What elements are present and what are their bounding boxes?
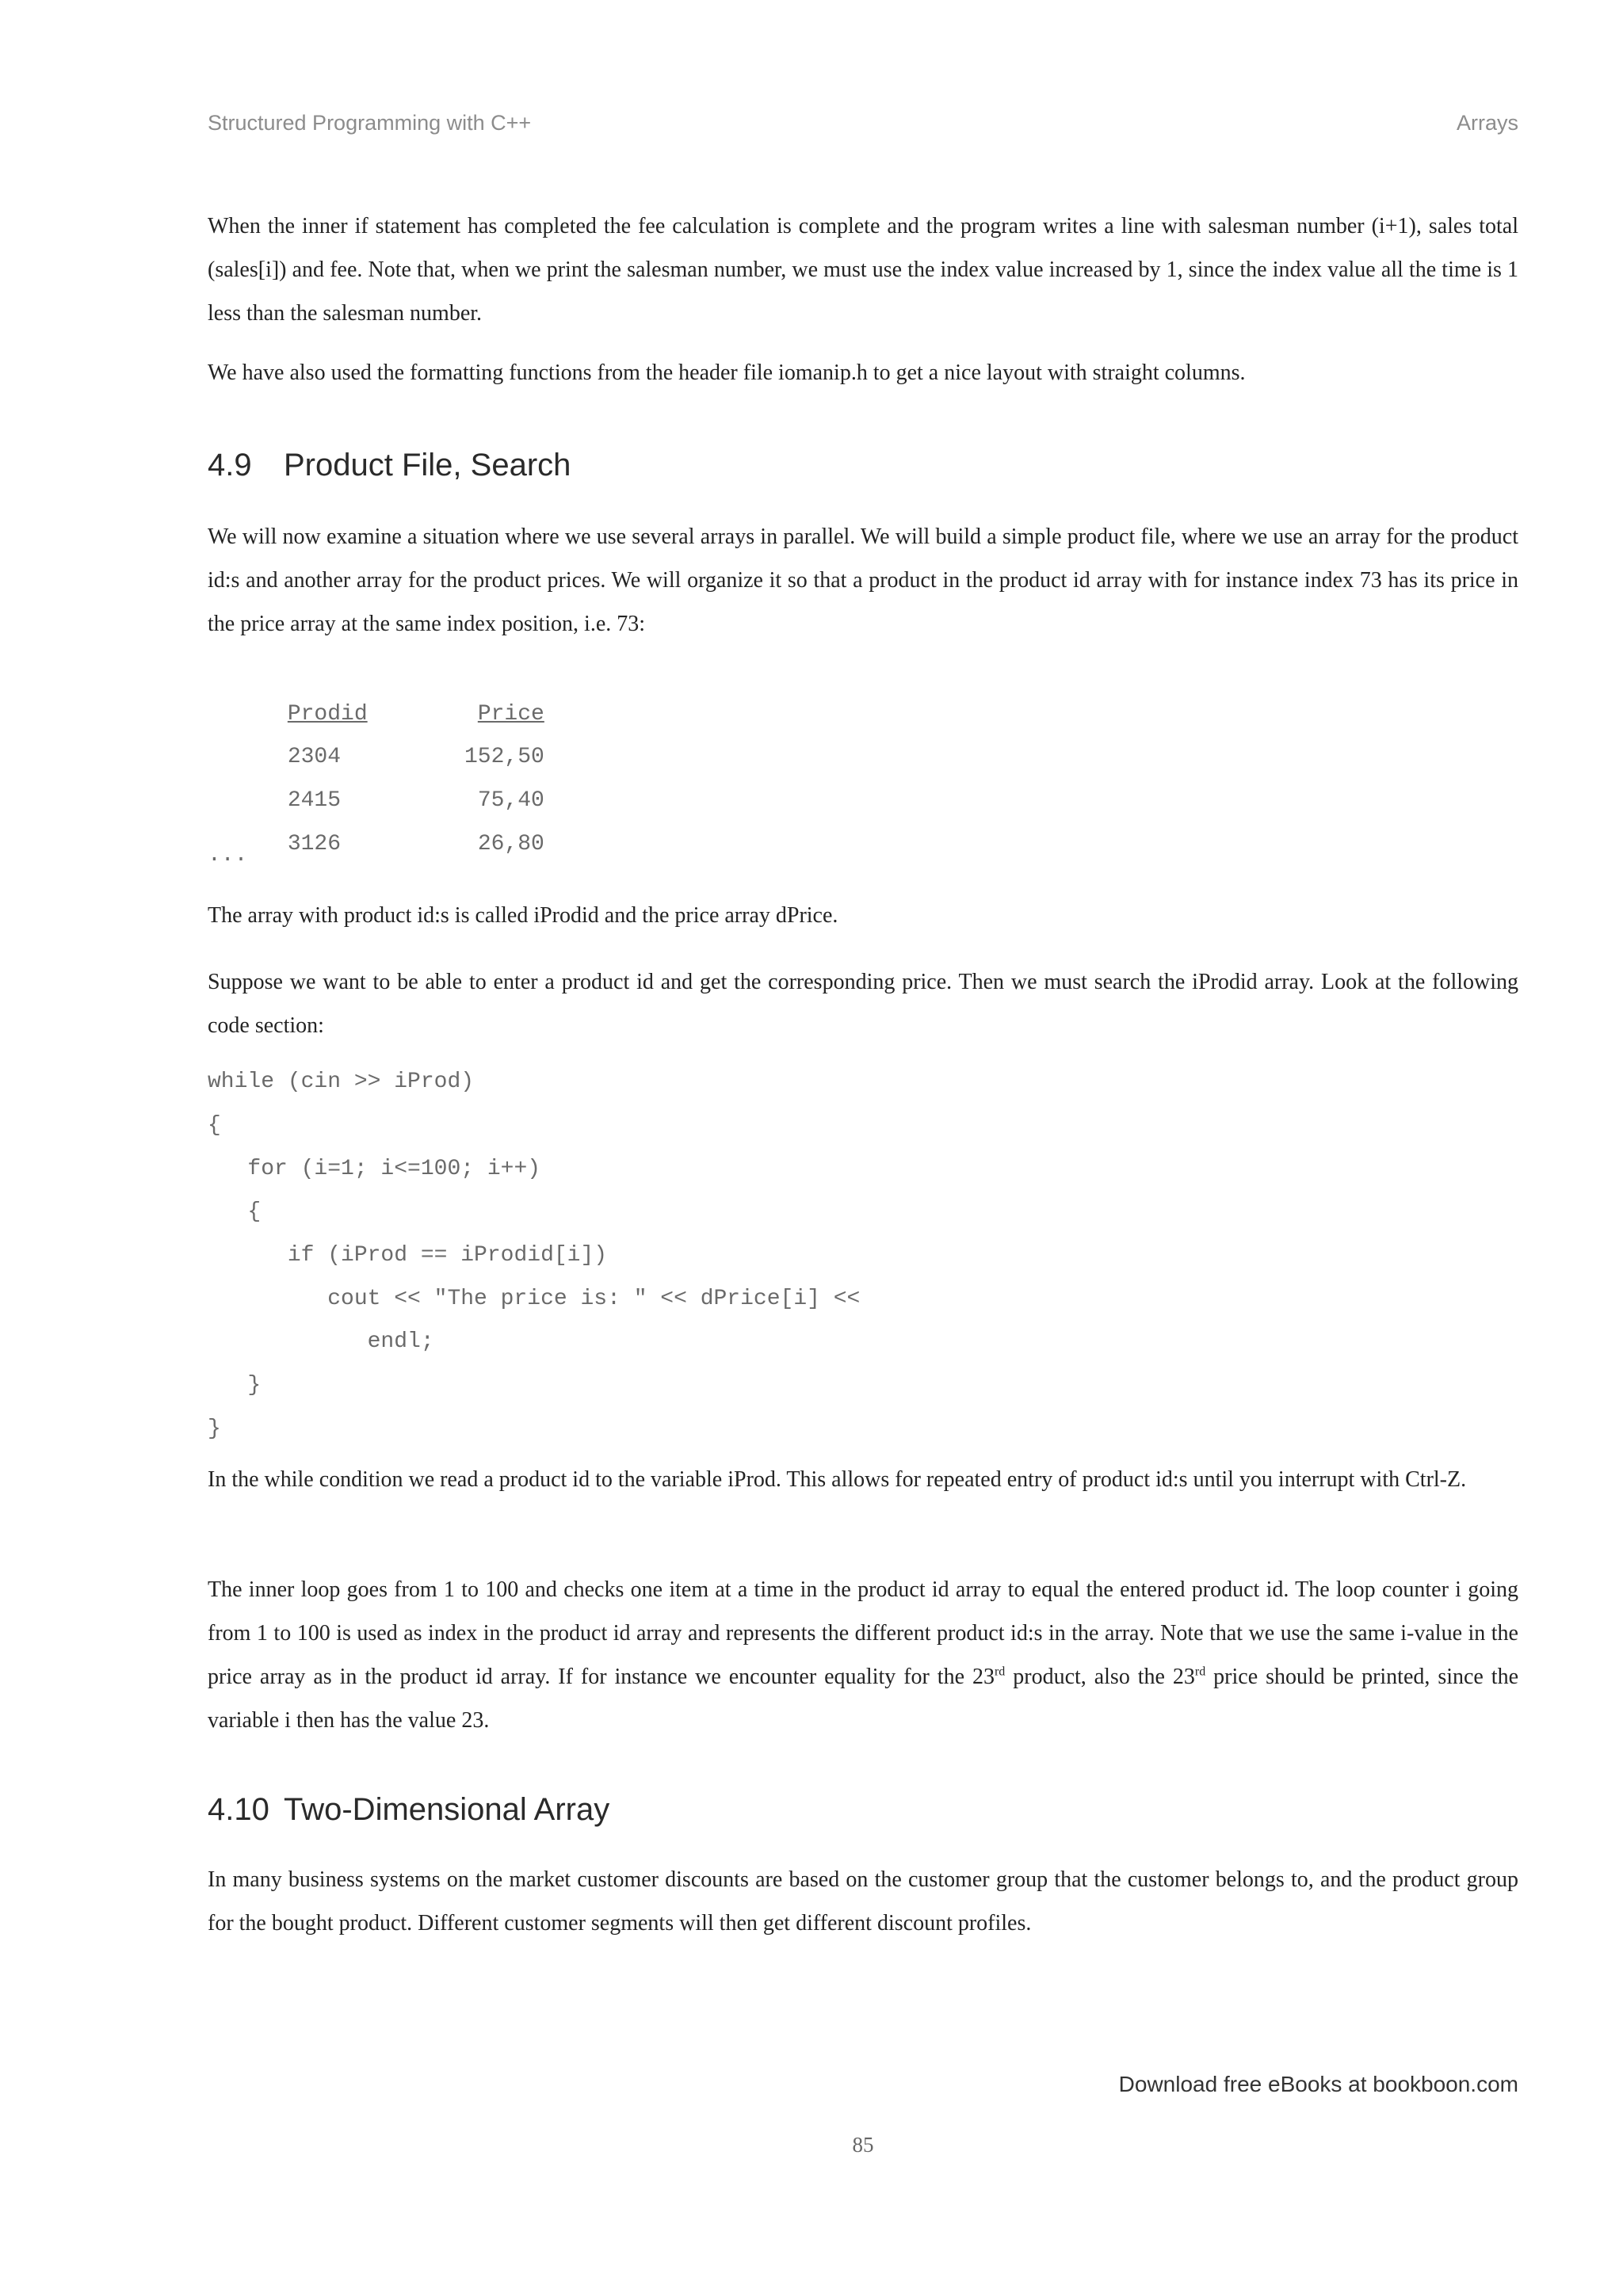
section-title: Two-Dimensional Array	[284, 1792, 610, 1827]
section-number: 4.10	[208, 1792, 269, 1827]
table-cell-price: 26,80	[477, 832, 544, 856]
paragraph-while-condition: In the while condition we read a product id to the variable iProd. This allows for repeated entry of product id:s until you interrupt with Ctrl-Z.	[208, 1467, 1467, 1492]
section-number: 4.9	[208, 448, 252, 482]
section-heading-product-file	[208, 448, 571, 483]
paragraph-formatting-functions: We have also used the formatting functions from the header file iomanip.h to get a nice layout with straight columns.	[208, 360, 1246, 385]
paragraph-inner-loop: The inner loop goes from 1 to 100 and checks one item at a time in the product id array to equal the entered product id. The loop counter i going from 1 to 100 is used as index in the product id array and represents the different product id:s in the array. Note that we use the same i-value in the price array as in the product id array. If for instance we encounter equality for the 23rd product, also the 23rd price should be printed, since the variable i then has the value 23.	[208, 1577, 1518, 1733]
code-line: for (i=1; i<=100; i++)	[208, 1157, 541, 1181]
code-line: if (iProd == iProdid[i])	[208, 1243, 608, 1268]
header-book-title: Structured Programming with C++	[208, 111, 532, 135]
column-header-price: Price	[477, 702, 544, 727]
table-ellipsis: ...	[208, 843, 248, 868]
document-page	[208, 0, 1518, 2296]
table-row	[208, 797, 544, 892]
paragraph-business-systems: In many business systems on the market customer discounts are based on the customer group that the customer belongs to, and the product group for the bought product. Different customer segments will then get different discount profiles.	[208, 1867, 1518, 1936]
code-line: }	[208, 1417, 221, 1441]
code-line: while (cin >> iProd)	[208, 1070, 475, 1094]
column-header-prodid: Prodid	[287, 702, 368, 727]
running-header	[208, 111, 1518, 143]
table-cell-price: 75,40	[477, 788, 544, 813]
table-cell-prodid: 2304	[287, 745, 342, 769]
table-cell-prodid: 3126	[287, 832, 342, 856]
paragraph-fee-calculation: When the inner if statement has completed the fee calculation is complete and the program writes a line with salesman number (i+1), sales total (sales[i]) and fee. Note that, when we print the salesman number, we must use the index value increased by 1, since the index value all the time is 1 less than the salesman number.	[208, 214, 1518, 326]
section-heading-two-dimensional-array	[208, 1792, 609, 1828]
table-cell-price: 152,50	[464, 745, 544, 769]
header-chapter-title: Arrays	[1456, 111, 1518, 135]
code-line: {	[208, 1113, 221, 1138]
paragraph-array-names: The array with product id:s is called iProdid and the price array dPrice.	[208, 903, 838, 928]
paragraph-search-intro: Suppose we want to be able to enter a product id and get the corresponding price. Then we must search the iProdid array. Look at the following code section:	[208, 970, 1518, 1038]
download-ebooks-link[interactable]: Download free eBooks at bookboon.com	[1118, 2072, 1518, 2096]
table-cell-prodid: 2415	[287, 788, 342, 813]
section-title: Product File, Search	[284, 448, 571, 482]
code-line: {	[208, 1199, 262, 1224]
code-line: endl;	[208, 1329, 434, 1354]
code-line: }	[208, 1373, 262, 1398]
code-line: cout << "The price is: " << dPrice[i] <<	[208, 1287, 861, 1311]
paragraph-parallel-arrays: We will now examine a situation where we use several arrays in parallel. We will build a simple product file, where we use an array for the product id:s and another array for the product prices. We will organize it so that a product in the product id array with for instance index 73 has its price in the price array at the same index position, i.e. 73:	[208, 524, 1518, 636]
page-number: 85	[852, 2133, 874, 2157]
